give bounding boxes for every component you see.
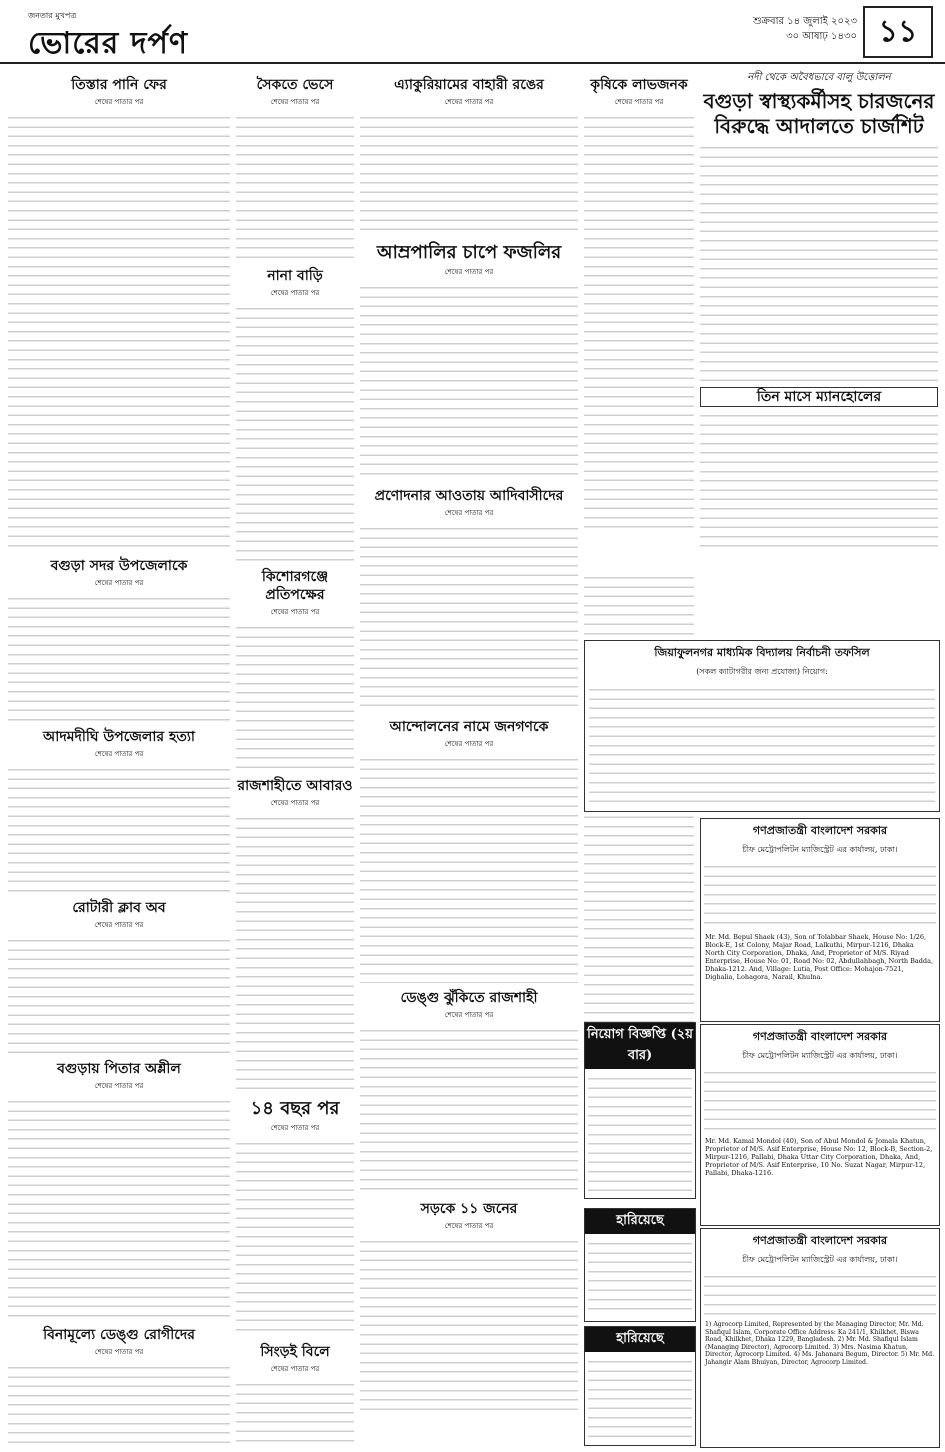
article-body [236, 1137, 354, 1337]
newspaper-name: ভোরের দর্পণ [28, 26, 188, 61]
continued-label: শেষের পাতার পর [444, 740, 494, 748]
continued-label: শেষের পাতার পর [270, 1365, 320, 1373]
continued-label: শেষের পাতার পর [444, 268, 494, 276]
headline: বিনামূল্যে ডেঙ্গু রোগীদের [43, 1327, 195, 1343]
notice-body [704, 860, 936, 930]
column-1 [8, 70, 230, 1446]
lead-story [700, 70, 938, 549]
continued-label: শেষের পাতার পর [270, 608, 320, 616]
lost-notice-1 [584, 1208, 696, 1322]
continued-label: শেষের পাতার পর [94, 1348, 144, 1356]
date-bengali: ৩০ আষাঢ় ১৪৩০ [786, 31, 857, 42]
article-body [360, 1024, 578, 1194]
notice-party: Mr. Md. Kamal Mondol (40), Son of Abul Mondol & Jomala Khatun, Proprietor of M/S. Asif Enterprise, House No: 12, Block-B, Section-2, Mirpur-1216, Pallabi, Dhaka Uttar City Corporation, Dhaka, And, Proprietor of M/S. Asif Enterprise, 10 No. Suzat Nagar, Mirpur-12, Pallabi, Dhaka-1216. [705, 1137, 933, 1177]
masthead [0, 0, 945, 64]
headline: কিশোরগঞ্জে প্রতিপক্ষের [261, 569, 329, 603]
notice-title: নিয়োগ বিজ্ঞপ্তি (২য় বার) [585, 1023, 695, 1069]
article-body [584, 792, 694, 1042]
notice-body [588, 1355, 692, 1440]
article-body [584, 111, 694, 531]
continued-label: শেষের পাতার পর [444, 1222, 494, 1230]
continued-label: শেষের পাতার পর [94, 750, 144, 758]
recruitment-notice [584, 1022, 696, 1199]
continued-label: শেষের পাতার পর [444, 98, 494, 106]
continued-label: শেষের পাতার পর [614, 98, 664, 106]
continued-label: শেষের পাতার পর [94, 1082, 144, 1090]
article-body [8, 1361, 230, 1446]
article-body [700, 409, 938, 549]
lost-notice-2 [584, 1326, 696, 1446]
notice-subtitle: চীফ মেট্রোপলিটন ম্যাজিস্ট্রেট এর কার্যালয়, ঢাকা। [742, 1255, 898, 1264]
headline: ডেঙ্গু ঝুঁকিতে রাজশাহী [400, 990, 538, 1006]
headline: আদমদীঘি উপজেলার হত্যা [43, 729, 195, 745]
article-body [236, 1378, 354, 1446]
notice-title: গণপ্রজাতন্ত্রী বাংলাদেশ সরকার [752, 1030, 888, 1043]
headline: তিন মাসে ম্যানহোলের [700, 387, 938, 407]
article-body [360, 1235, 578, 1415]
headline: বগুড়ায় পিতার অশ্লীল [57, 1061, 181, 1077]
headline: আন্দোলনের নামে জনগণকে [389, 719, 549, 735]
tagline: জনতার মুখপত্র [28, 11, 77, 20]
court-notice-2 [700, 1024, 940, 1226]
notice-body [704, 1066, 936, 1134]
headline: আম্রপালির চাপে ফজলির [376, 242, 562, 263]
headline: এ্যাকুরিয়ামের বাহারী রঙের [394, 77, 544, 93]
headline: কৃষিকে লাভজনক [590, 77, 688, 93]
headline: প্রণোদনার আওতায় আদিবাসীদের [374, 488, 564, 504]
newspaper-logo [28, 10, 188, 70]
page-number: ১১ [863, 6, 933, 58]
article-body [8, 1095, 230, 1320]
lead-headline: বগুড়া স্বাস্থ্যকর্মীসহ চারজনের বিরুদ্ধে আদালতে চার্জশিট [703, 89, 935, 138]
article-body [236, 621, 354, 771]
headline: বগুড়া সদর উপজেলাকে [50, 558, 188, 574]
notice-body [588, 1072, 692, 1199]
continued-label: শেষের পাতার পর [270, 289, 320, 297]
article-body [360, 111, 578, 236]
kicker: নদী থেকে অবৈধভাবে বালু উত্তোলন [747, 72, 891, 83]
article-body [360, 522, 578, 712]
headline: নানা বাড়ি [267, 268, 323, 284]
notice-table [589, 683, 935, 803]
column-3 [360, 70, 578, 1446]
article-body [236, 812, 354, 1092]
headline: সৈকতে ভেসে [256, 77, 334, 93]
notice-party: Mr. Md. Bepul Shaek (43), Son of Tolabbar Shaek, House No: 1/26, Block-E, 1st Colony, Majar Road, Lalkuthi, Mirpur-1216, Dhaka North City Corporation, Dhaka, And, Proprietor of M/S. Riyad Enterprise, House No: 01, Road No: 02, Abdullahbagh, North Badda, Dhaka-1212. And, Village: Lutia, Post Office: Mohajon-7521, Dighalia, Lohagora, Narail, Khulna. [705, 933, 934, 981]
school-election-notice [584, 640, 940, 812]
article-body [360, 281, 578, 481]
continued-label: শেষের পাতার পর [94, 98, 144, 106]
notice-party: 1) Agrocorp Limited, Represented by the Managing Director, Mr. Md. Shafiqul Islam, Corporate Office Address: Ka 241/1, Khilkhet, Biswa Road, Khilkhet, Dhaka 1229, Bangladesh. 2) Mr. Md. Shafiqul Islam (Managing Director), Agrocorp Limited. 3) Mrs. Nasima Khatun, Director, Agrocorp Limited. 4) Ms. Jahanara Begum, Director. 5) Mr. Md. Jahangir Alam Bhuiyan, Director, Agrocorp Limited. [705, 1321, 935, 1366]
continued-label: শেষের পাতার পর [270, 1124, 320, 1132]
article-body [8, 763, 230, 893]
article-body [236, 111, 354, 261]
headline: রাজশাহীতে আবারও [237, 778, 353, 794]
continued-label: শেষের পাতার পর [270, 98, 320, 106]
notice-subtitle: চীফ মেট্রোপলিটন ম্যাজিস্ট্রেট এর কার্যালয়, ঢাকা। [742, 845, 898, 854]
headline: রোটারী ক্লাব অব [72, 900, 166, 916]
notice-title: গণপ্রজাতন্ত্রী বাংলাদেশ সরকার [752, 824, 888, 837]
notice-title: জিয়াফুলনগর মাধ্যমিক বিদ্যালয় নির্বাচনী তফসিল [654, 646, 870, 659]
article-body [700, 141, 938, 381]
headline: সড়কে ১১ জনের [420, 1201, 518, 1217]
court-notice-1 [700, 818, 940, 1022]
article-body [8, 592, 230, 722]
notice-title: গণপ্রজাতন্ত্রী বাংলাদেশ সরকার [752, 1234, 888, 1247]
notice-title: হারিয়েছে [585, 1209, 695, 1234]
notice-body [588, 1237, 692, 1317]
continued-label: শেষের পাতার পর [94, 579, 144, 587]
article-body [360, 753, 578, 983]
continued-label: শেষের পাতার পর [270, 799, 320, 807]
notice-body [704, 1270, 936, 1318]
notice-subtitle: (সকল ক্যাটাগরীর জন্য প্রযোজ্য) নিয়োগ: [696, 667, 828, 676]
continued-label: শেষের পাতার পর [94, 921, 144, 929]
dateline [753, 14, 857, 44]
continued-label: শেষের পাতার পর [444, 509, 494, 517]
notice-title: হারিয়েছে [585, 1327, 695, 1352]
headline: ১৪ বছর পর [250, 1098, 340, 1119]
court-notice-3 [700, 1228, 940, 1448]
article-body [8, 934, 230, 1054]
headline: সিংড়ই বিলে [260, 1344, 330, 1360]
article-body [8, 111, 230, 551]
column-2 [236, 70, 354, 1446]
continued-label: শেষের পাতার পর [444, 1011, 494, 1019]
headline: তিস্তার পানি ফের [71, 77, 167, 93]
article-body [236, 302, 354, 562]
date-gregorian: শুক্রবার ১৪ জুলাই ২০২৩ [753, 16, 857, 27]
notice-subtitle: চীফ মেট্রোপলিটন ম্যাজিস্ট্রেট এর কার্যালয়, ঢাকা। [742, 1051, 898, 1060]
